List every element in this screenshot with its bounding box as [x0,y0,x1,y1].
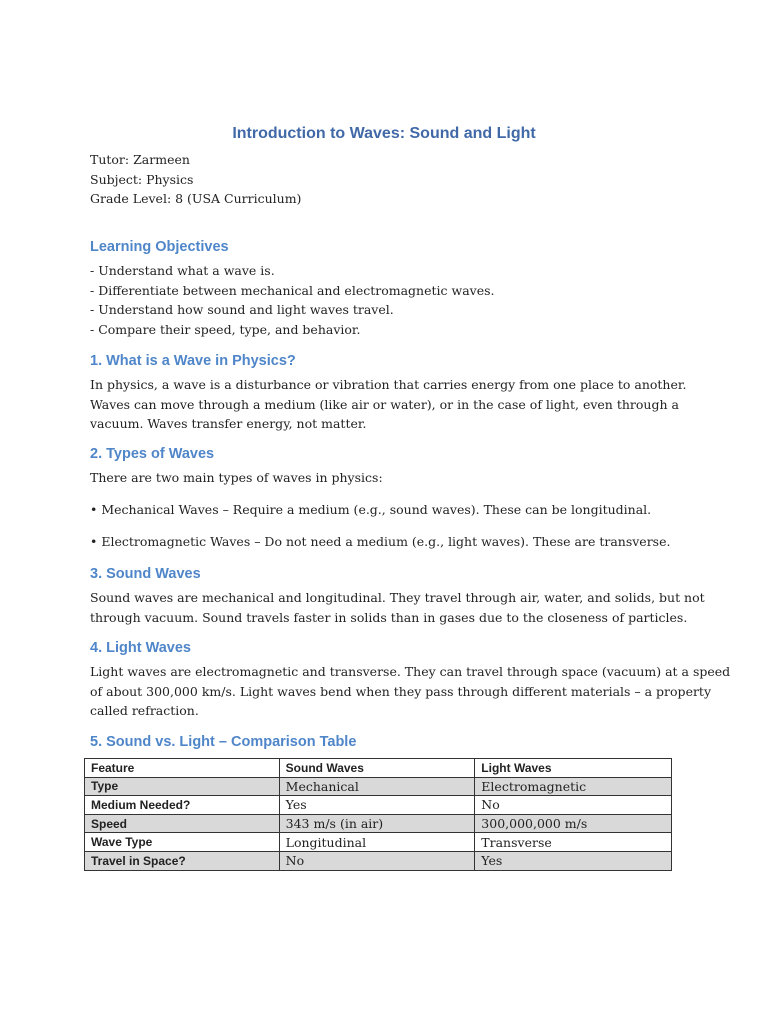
row-feature-cell: Type [85,777,280,796]
section3-heading: 3. Sound Waves [90,566,201,582]
section4-heading: 4. Light Waves [90,640,191,656]
body-line: Waves can move through a medium (like air or water), or in the case of light, even through a [90,396,679,412]
column-header: Feature [85,759,280,778]
table-row [85,796,672,815]
sound-cell: Longitudinal [279,833,475,852]
table-row [85,833,672,852]
body-line: of about 300,000 km/s. Light waves bend when they pass through different materials – a property [90,683,712,699]
section2-heading: 2. Types of Waves [90,446,215,462]
objective-item: - Understand what a wave is. [90,263,275,278]
section4-body [90,662,731,721]
objective-item: - Differentiate between mechanical and electromagnetic waves. [90,282,495,298]
column-header: Light Waves [475,759,672,778]
comparison-table [84,758,672,871]
light-cell: 300,000,000 m/s [475,814,672,833]
bullet-mechanical: • Mechanical Waves – Require a medium (e.g., sound waves). These can be longitudinal. [90,502,652,517]
light-cell: Yes [475,851,672,870]
sound-cell: No [279,851,475,870]
table-header-row [85,759,672,778]
subject-line: Subject: Physics [90,171,194,187]
body-line: vacuum. Waves transfer energy, not matter. [90,416,367,431]
table-row [85,851,672,870]
document-title: Introduction to Waves: Sound and Light [232,125,536,142]
tutor-line: Tutor: Zarmeen [90,152,190,167]
light-cell: Transverse [475,833,672,852]
body-line: called refraction. [90,703,199,718]
body-line: through vacuum. Sound travels faster in solids than in gases due to the closeness of particles. [90,609,688,625]
body-line: In physics, a wave is a disturbance or vibration that carries energy from one place to another. [90,377,687,392]
row-feature-cell: Speed [85,814,280,833]
sound-cell: Mechanical [279,777,475,796]
section1-body [90,375,690,434]
body-line: Sound waves are mechanical and longitudinal. They travel through air, water, and solids, but not [90,590,705,605]
sound-cell: Yes [279,796,475,815]
grade-line: Grade Level: 8 (USA Curriculum) [90,191,302,206]
light-cell: No [475,796,672,815]
table-row [85,777,672,796]
sound-cell: 343 m/s (in air) [279,814,475,833]
bullet-electromagnetic: • Electromagnetic Waves – Do not need a medium (e.g., light waves). These are transverse. [90,534,671,549]
body-line: Light waves are electromagnetic and transverse. They can travel through space (vacuum) at a speed [90,664,731,679]
section1-heading: 1. What is a Wave in Physics? [90,353,296,369]
objectives-heading: Learning Objectives [90,239,229,255]
light-cell: Electromagnetic [475,777,672,796]
objective-item: - Compare their speed, type, and behavior. [90,321,361,337]
section5-heading: 5. Sound vs. Light – Comparison Table [90,734,357,750]
table-row [85,814,672,833]
section3-body [90,588,705,627]
row-feature-cell: Medium Needed? [85,796,280,815]
lesson-meta [90,150,301,209]
row-feature-cell: Wave Type [85,833,280,852]
objective-item: - Understand how sound and light waves travel. [90,302,394,317]
objectives-list [90,261,690,339]
row-feature-cell: Travel in Space? [85,851,280,870]
column-header: Sound Waves [279,759,475,778]
section2-intro: There are two main types of waves in physics: [90,470,383,485]
